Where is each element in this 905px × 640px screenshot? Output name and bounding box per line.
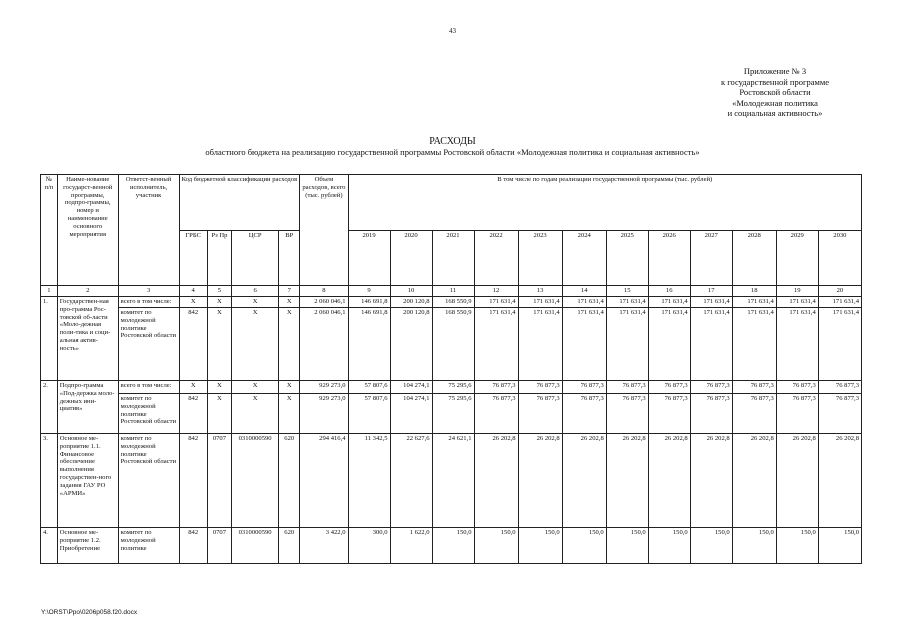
table-row [41,434,862,528]
year-value: 76 877,3 [690,394,732,434]
year-value: 171 631,4 [606,297,648,308]
appendix-line: «Молодежная политика [732,97,818,108]
table-row [41,394,862,434]
code-vr: X [279,308,300,381]
program-name: Основное ме-роприятие 1.2. Приобретение [57,528,118,564]
year-value: 200 120,8 [390,308,432,381]
year-value: 150,0 [776,528,818,564]
year-value: 76 877,3 [562,381,606,394]
executor: всего в том числе: [118,381,179,394]
code-vr: 620 [279,434,300,528]
total-volume: 2 060 046,1 [300,308,348,381]
executor: комитет по молодежной политике Ростовской области [118,394,179,434]
code-grbs: 842 [179,308,207,381]
total-volume: 2 060 046,1 [300,297,348,308]
code-csr: 0310000590 [232,528,279,564]
year-value: 11 342,5 [348,434,390,528]
year-value: 26 202,8 [474,434,518,528]
header-year: 2019 [348,230,390,286]
code-rzpr: X [207,381,231,394]
year-value: 76 877,3 [818,394,861,434]
year-value: 171 631,4 [474,308,518,381]
header-grbs: ГРБС [179,230,207,286]
year-value: 171 631,4 [648,308,690,381]
total-volume: 929 273,0 [300,394,348,434]
executor: комитет по молодежной политике Ростовской области [118,434,179,528]
year-value: 171 631,4 [474,297,518,308]
year-value: 75 295,6 [432,394,474,434]
year-value: 76 877,3 [776,381,818,394]
year-value: 168 550,9 [432,297,474,308]
column-number-row [41,286,862,297]
year-value: 171 631,4 [776,308,818,381]
header-year: 2026 [648,230,690,286]
year-value: 171 631,4 [818,297,861,308]
year-value: 24 621,1 [432,434,474,528]
year-value: 171 631,4 [732,297,776,308]
column-number-cell: 2 [57,286,118,297]
code-csr: X [232,308,279,381]
row-number: 4. [41,528,58,564]
title-subtitle: областного бюджета на реализацию государственной программы Ростовской области «Молодежная политика и социальная активность» [205,147,700,157]
column-number-cell: 3 [118,286,179,297]
year-value: 76 877,3 [648,394,690,434]
header-name: Наиме-нование государст-венной программы, подпро-граммы, номер и наименование основного мероприятия [57,175,118,286]
header-year: 2030 [818,230,861,286]
code-rzpr: X [207,394,231,434]
header-row [41,175,862,231]
code-vr: X [279,297,300,308]
code-rzpr: 0707 [207,528,231,564]
header-year: 2021 [432,230,474,286]
column-number-cell: 12 [474,286,518,297]
year-value: 171 631,4 [776,297,818,308]
table-row [41,381,862,394]
year-value: 168 550,9 [432,308,474,381]
header-year: 2024 [562,230,606,286]
code-csr: X [232,381,279,394]
year-value: 26 202,8 [818,434,861,528]
total-volume: 294 416,4 [300,434,348,528]
year-value: 146 691,8 [348,308,390,381]
year-value: 76 877,3 [518,381,562,394]
column-number-cell: 10 [390,286,432,297]
code-rzpr: X [207,308,231,381]
year-value: 1 622,0 [390,528,432,564]
year-value: 26 202,8 [648,434,690,528]
executor: всего в том числе: [118,297,179,308]
code-grbs: 842 [179,528,207,564]
page-number: 43 [449,27,456,35]
appendix-line: Приложение № 3 [743,66,807,76]
year-value: 300,0 [348,528,390,564]
expenses-table [40,174,862,564]
year-value: 150,0 [818,528,861,564]
program-name: Подпро-грамма «Под-держка моло-дежных ини-циатив» [57,381,118,434]
year-value: 76 877,3 [606,381,648,394]
column-number-cell: 6 [232,286,279,297]
year-value: 76 877,3 [732,394,776,434]
year-value: 26 202,8 [776,434,818,528]
year-value: 76 877,3 [474,394,518,434]
header-code-group: Код бюджетной классификации расходов [179,175,300,231]
year-value: 76 877,3 [818,381,861,394]
year-value: 76 877,3 [776,394,818,434]
year-value: 104 274,1 [390,394,432,434]
year-value: 171 631,4 [518,308,562,381]
total-volume: 929 273,0 [300,381,348,394]
total-volume: 3 422,0 [300,528,348,564]
header-num: № п/п [41,175,58,286]
header-years-group: В том числе по годам реализации государственной программы (тыс. рублей) [348,175,861,231]
year-value: 26 202,8 [518,434,562,528]
header-executor: Ответст-венный исполнитель, участник [118,175,179,286]
year-value: 76 877,3 [732,381,776,394]
year-value: 150,0 [648,528,690,564]
title-main: РАСХОДЫ [429,136,476,147]
column-number-cell: 18 [732,286,776,297]
column-number-cell: 13 [518,286,562,297]
year-value: 76 877,3 [518,394,562,434]
year-value: 150,0 [518,528,562,564]
year-value: 26 202,8 [690,434,732,528]
code-vr: X [279,381,300,394]
file-path-footer: Y:\ORST\Ppo\0206p058.f20.docx [41,609,138,616]
code-grbs: 842 [179,394,207,434]
header-year: 2022 [474,230,518,286]
year-value: 57 807,6 [348,394,390,434]
appendix-line: к государственной программе [720,76,830,87]
executor: комитет по молодежной политике [118,528,179,564]
column-number-cell: 1 [41,286,58,297]
year-value: 171 631,4 [518,297,562,308]
code-vr: 620 [279,528,300,564]
year-value: 171 631,4 [732,308,776,381]
row-number: 3. [41,434,58,528]
code-rzpr: 0707 [207,434,231,528]
code-rzpr: X [207,297,231,308]
year-value: 150,0 [562,528,606,564]
code-grbs: X [179,381,207,394]
code-grbs: 842 [179,434,207,528]
program-name: Государствен-ная про-грамма Рос-товской об-ласти «Моло-дежная поли-тика и соци-альная актив-ность» [57,297,118,381]
program-name: Основное ме-роприятие 1.1. Финансовое обеспечение выполнения государствен-ного задания ГАУ РО «АРМИ» [57,434,118,528]
year-value: 76 877,3 [606,394,648,434]
column-number-cell: 20 [818,286,861,297]
code-csr: 0310000590 [232,434,279,528]
year-value: 200 120,8 [390,297,432,308]
column-number-cell: 19 [776,286,818,297]
document-title [0,136,905,158]
table-row [41,528,862,564]
year-value: 76 877,3 [648,381,690,394]
year-value: 76 877,3 [474,381,518,394]
year-value: 75 295,6 [432,381,474,394]
year-value: 150,0 [690,528,732,564]
year-value: 26 202,8 [562,434,606,528]
year-value: 57 807,6 [348,381,390,394]
header-vr: ВР [279,230,300,286]
year-value: 22 627,6 [390,434,432,528]
header-csr: ЦСР [232,230,279,286]
year-value: 171 631,4 [818,308,861,381]
year-value: 150,0 [474,528,518,564]
header-rzpr: Рз Пр [207,230,231,286]
year-value: 171 631,4 [690,308,732,381]
year-value: 76 877,3 [690,381,732,394]
appendix-line: Ростовской области [739,87,811,97]
code-grbs: X [179,297,207,308]
column-number-cell: 14 [562,286,606,297]
year-value: 146 691,8 [348,297,390,308]
table-row [41,297,862,308]
code-csr: X [232,297,279,308]
year-value: 171 631,4 [606,308,648,381]
header-year: 2023 [518,230,562,286]
code-csr: X [232,394,279,434]
year-value: 150,0 [432,528,474,564]
column-number-cell: 7 [279,286,300,297]
code-vr: X [279,394,300,434]
year-value: 150,0 [606,528,648,564]
year-value: 104 274,1 [390,381,432,394]
column-number-cell: 15 [606,286,648,297]
row-number: 2. [41,381,58,434]
appendix-block [690,66,860,119]
column-number-cell: 8 [300,286,348,297]
column-number-cell: 4 [179,286,207,297]
column-number-cell: 17 [690,286,732,297]
column-number-cell: 9 [348,286,390,297]
year-value: 171 631,4 [562,297,606,308]
header-year: 2020 [390,230,432,286]
table-row [41,308,862,381]
header-year: 2025 [606,230,648,286]
header-volume: Объем расходов, всего (тыс. рублей) [300,175,348,286]
column-number-cell: 16 [648,286,690,297]
year-value: 150,0 [732,528,776,564]
header-year: 2028 [732,230,776,286]
year-value: 171 631,4 [690,297,732,308]
header-year: 2029 [776,230,818,286]
year-value: 26 202,8 [732,434,776,528]
row-number: 1. [41,297,58,381]
year-value: 171 631,4 [562,308,606,381]
column-number-cell: 11 [432,286,474,297]
year-value: 76 877,3 [562,394,606,434]
column-number-cell: 5 [207,286,231,297]
year-value: 171 631,4 [648,297,690,308]
appendix-line: и социальная активность» [727,108,823,118]
header-year: 2027 [690,230,732,286]
executor: комитет по молодежной политике Ростовской области [118,308,179,381]
year-value: 26 202,8 [606,434,648,528]
